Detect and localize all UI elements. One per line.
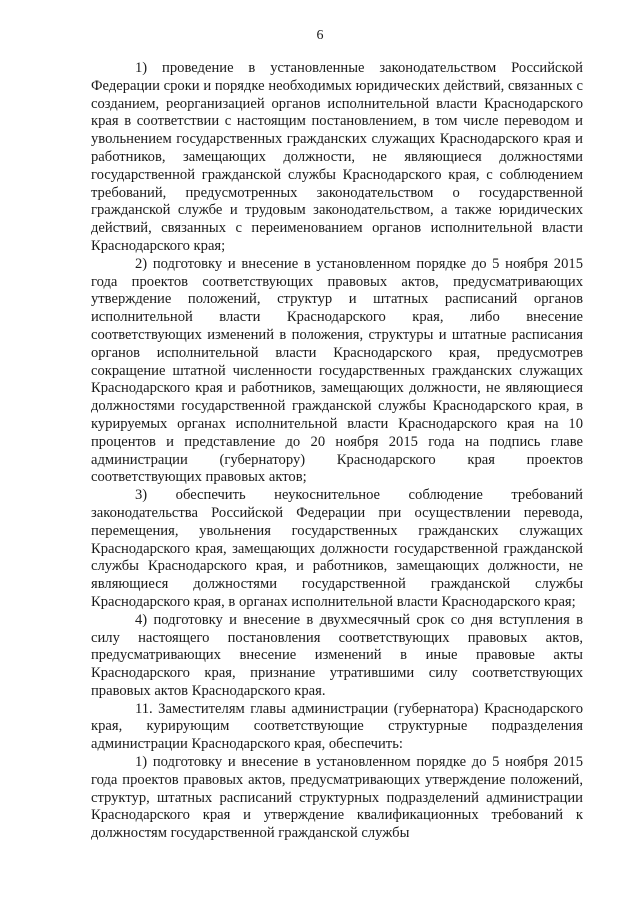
paragraph-item-1: 1) проведение в установленные законодательством Российской Федерации сроки и порядке необходимых юридических действий, связанных с созданием, реорганизацией органов исполнительной власти Краснодарского края в соответствии с настоящим постановлением, в том числе переводом и увольнением государственных гражданских служащих Краснодарского края и работников, замещающих должности, не являющиеся должностями государственной гражданской службы Краснодарского края, с соблюдением требований, предусмотренных законодательством о государственной гражданской службе и трудовым законодательством, а также юридических действий, связанных с переименованием органов исполнительной власти Краснодарского края; xyxy=(91,60,583,254)
paragraph-section-11-item-1: 1) подготовку и внесение в установленном порядке до 5 ноября 2015 года проектов правовых актов, предусматривающих утверждение положений, структур, штатных расписаний структурных подразделений администрации Краснодарского края и утверждение квалификационных требований к должностям государственной гражданской службы xyxy=(91,754,583,842)
document-body xyxy=(91,60,583,843)
paragraph-item-2: 2) подготовку и внесение в установленном порядке до 5 ноября 2015 года проектов соответствующих правовых актов, предусматривающих утверждение положений, структур и штатных расписаний органов исполнительной власти Краснодарского края, либо внесение соответствующих изменений в положения, структуры и штатные расписания органов исполнительной власти Краснодарского края, предусмотрев сокращение штатной численности государственных гражданских служащих Краснодарского края и работников, замещающих должности, не являющиеся должностями государственной гражданской службы Краснодарского края, в курируемых органах исполнительной власти Краснодарского края на 10 процентов и представление до 20 ноября 2015 года на подпись главе администрации (губернатору) Краснодарского края проектов соответствующих правовых актов; xyxy=(91,255,583,486)
page-number: 6 xyxy=(316,28,324,43)
paragraph-item-3: 3) обеспечить неукоснительное соблюдение требований законодательства Российской Федерации при осуществлении перевода, перемещения, увольнения государственных гражданских служащих Краснодарского края, замещающих должности государственной гражданской службы Краснодарского края, и работников, замещающих должности, не являющиеся должностями государственной гражданской службы Краснодарского края, в органах исполнительной власти Краснодарского края; xyxy=(91,487,583,610)
paragraph-item-4: 4) подготовку и внесение в двухмесячный срок со дня вступления в силу настоящего постановления соответствующих правовых актов, предусматривающих внесение изменений в иные правовые акты Краснодарского края, признание утратившими силу соответствующих правовых актов Краснодарского края. xyxy=(91,611,583,699)
paragraph-section-11: 11. Заместителям главы администрации (губернатора) Краснодарского края, курирующим соответствующие структурные подразделения администрации Краснодарского края, обеспечить: xyxy=(91,700,583,753)
